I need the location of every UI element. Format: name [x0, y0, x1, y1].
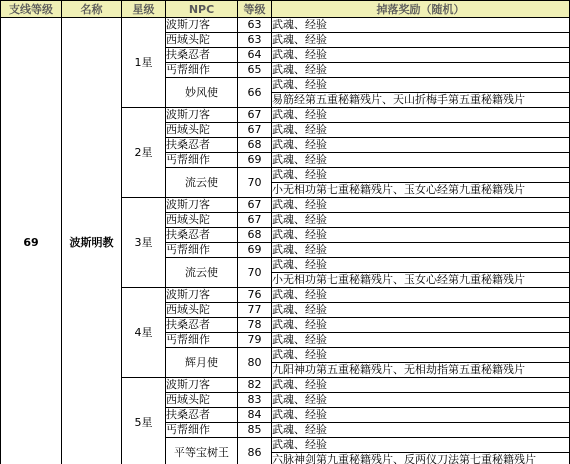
- level-cell: 80: [238, 348, 272, 378]
- reward-cell: 武魂、经验: [272, 168, 570, 183]
- reward-cell: 武魂、经验: [272, 348, 570, 363]
- level-cell: 63: [238, 33, 272, 48]
- npc-cell: 扶桑忍者: [166, 408, 238, 423]
- reward-cell: 武魂、经验: [272, 243, 570, 258]
- npc-cell: 扶桑忍者: [166, 138, 238, 153]
- reward-fragment-cell: 小无相功第七重秘籍残片、玉女心经第九重秘籍残片: [272, 273, 570, 288]
- level-cell: 64: [238, 48, 272, 63]
- star-cell: 3星: [122, 198, 166, 288]
- sect-name-cell: 波斯明教: [62, 18, 122, 464]
- npc-cell: 丐帮细作: [166, 63, 238, 78]
- reward-cell: 武魂、经验: [272, 423, 570, 438]
- boss-npc-cell: 平等宝树王: [166, 438, 238, 464]
- reward-cell: 武魂、经验: [272, 303, 570, 318]
- reward-fragment-cell: 易筋经第五重秘籍残片、天山折梅手第五重秘籍残片: [272, 93, 570, 108]
- npc-cell: 丐帮细作: [166, 153, 238, 168]
- npc-cell: 西域头陀: [166, 33, 238, 48]
- star-cell: 2星: [122, 108, 166, 198]
- npc-cell: 西域头陀: [166, 213, 238, 228]
- reward-fragment-cell: 小无相功第七重秘籍残片、玉女心经第九重秘籍残片: [272, 183, 570, 198]
- boss-npc-cell: 妙风使: [166, 78, 238, 108]
- boss-npc-cell: 流云使: [166, 168, 238, 198]
- level-cell: 78: [238, 318, 272, 333]
- npc-cell: 扶桑忍者: [166, 228, 238, 243]
- reward-fragment-cell: 九阳神功第五重秘籍残片、无相劫指第五重秘籍残片: [272, 363, 570, 378]
- reward-cell: 武魂、经验: [272, 333, 570, 348]
- reward-cell: 武魂、经验: [272, 258, 570, 273]
- reward-cell: 武魂、经验: [272, 18, 570, 33]
- npc-cell: 波斯刀客: [166, 18, 238, 33]
- reward-cell: 武魂、经验: [272, 63, 570, 78]
- reward-cell: 武魂、经验: [272, 153, 570, 168]
- level-cell: 76: [238, 288, 272, 303]
- npc-cell: 西域头陀: [166, 393, 238, 408]
- reward-cell: 武魂、经验: [272, 138, 570, 153]
- reward-fragment-cell: 六脉神剑第九重秘籍残片、反两仪刀法第七重秘籍残片: [272, 453, 570, 464]
- star-cell: 5星: [122, 378, 166, 464]
- star-cell: 1星: [122, 18, 166, 108]
- level-cell: 67: [238, 123, 272, 138]
- reward-cell: 武魂、经验: [272, 78, 570, 93]
- header-star: 星级: [122, 1, 166, 18]
- reward-cell: 武魂、经验: [272, 228, 570, 243]
- npc-cell: 扶桑忍者: [166, 48, 238, 63]
- reward-cell: 武魂、经验: [272, 438, 570, 453]
- npc-cell: 波斯刀客: [166, 108, 238, 123]
- reward-cell: 武魂、经验: [272, 108, 570, 123]
- header-npc: NPC: [166, 1, 238, 18]
- reward-cell: 武魂、经验: [272, 378, 570, 393]
- header-line-level: 支线等级: [1, 1, 62, 18]
- boss-npc-cell: 流云使: [166, 258, 238, 288]
- reward-cell: 武魂、经验: [272, 48, 570, 63]
- table-row: [1, 18, 570, 33]
- level-cell: 67: [238, 213, 272, 228]
- header-row: [1, 1, 570, 18]
- level-cell: 68: [238, 228, 272, 243]
- reward-cell: 武魂、经验: [272, 123, 570, 138]
- level-cell: 67: [238, 198, 272, 213]
- header-name: 名称: [62, 1, 122, 18]
- level-cell: 84: [238, 408, 272, 423]
- table-body: [1, 18, 570, 464]
- level-cell: 70: [238, 258, 272, 288]
- reward-cell: 武魂、经验: [272, 33, 570, 48]
- level-cell: 82: [238, 378, 272, 393]
- level-cell: 65: [238, 63, 272, 78]
- line-level-cell: 69: [1, 18, 62, 464]
- level-cell: 85: [238, 423, 272, 438]
- header-level: 等级: [238, 1, 272, 18]
- level-cell: 68: [238, 138, 272, 153]
- level-cell: 77: [238, 303, 272, 318]
- reward-cell: 武魂、经验: [272, 393, 570, 408]
- star-cell: 4星: [122, 288, 166, 378]
- npc-cell: 波斯刀客: [166, 378, 238, 393]
- level-cell: 66: [238, 78, 272, 108]
- npc-cell: 波斯刀客: [166, 198, 238, 213]
- reward-cell: 武魂、经验: [272, 408, 570, 423]
- reward-cell: 武魂、经验: [272, 213, 570, 228]
- level-cell: 67: [238, 108, 272, 123]
- boss-npc-cell: 辉月使: [166, 348, 238, 378]
- npc-cell: 丐帮细作: [166, 423, 238, 438]
- npc-cell: 丐帮细作: [166, 243, 238, 258]
- npc-cell: 波斯刀客: [166, 288, 238, 303]
- level-cell: 69: [238, 153, 272, 168]
- level-cell: 63: [238, 18, 272, 33]
- npc-cell: 西域头陀: [166, 123, 238, 138]
- reward-cell: 武魂、经验: [272, 288, 570, 303]
- level-cell: 86: [238, 438, 272, 464]
- npc-cell: 扶桑忍者: [166, 318, 238, 333]
- level-cell: 69: [238, 243, 272, 258]
- header-reward: 掉落奖励（随机）: [272, 1, 570, 18]
- level-cell: 83: [238, 393, 272, 408]
- level-cell: 79: [238, 333, 272, 348]
- reward-cell: 武魂、经验: [272, 318, 570, 333]
- npc-cell: 丐帮细作: [166, 333, 238, 348]
- reward-cell: 武魂、经验: [272, 198, 570, 213]
- npc-cell: 西域头陀: [166, 303, 238, 318]
- level-cell: 70: [238, 168, 272, 198]
